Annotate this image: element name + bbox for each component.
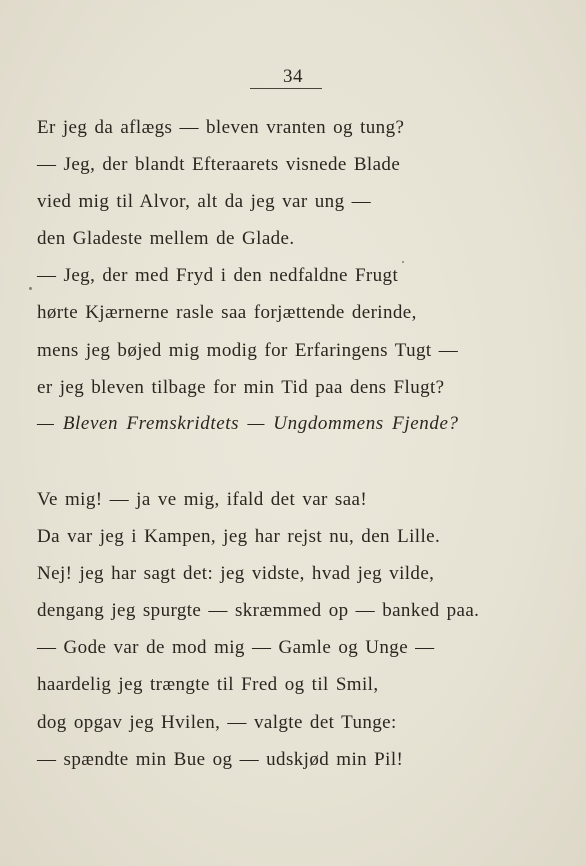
verse-line: haardelig jeg trængte til Fred og til Smil, [37,674,379,695]
verse-line: er jeg bleven tilbage for min Tid paa dens Flugt? [37,377,445,398]
page-number: 34 [283,66,303,87]
verse-line: Er jeg da aflægs — bleven vranten og tung? [37,117,405,138]
verse-line: — spændte min Bue og — udskjød min Pil! [37,749,404,770]
verse-line: vied mig til Alvor, alt da jeg var ung — [37,191,372,212]
paper-speck [29,287,32,290]
verse-line: dengang jeg spurgte — skræmmed op — banked paa. [37,600,480,621]
verse-line: mens jeg bøjed mig modig for Erfaringens Tugt — [37,340,459,361]
paper-speck [402,261,404,263]
verse-line: Nej! jeg har sagt det: jeg vidste, hvad jeg vilde, [37,563,435,584]
verse-line: Ve mig! — ja ve mig, ifald det var saa! [37,489,368,510]
verse-line: hørte Kjærnerne rasle saa forjættende derinde, [37,302,417,323]
verse-line: — Gode var de mod mig — Gamle og Unge — [37,637,435,658]
verse-line: — Jeg, der med Fryd i den nedfaldne Frugt [37,265,399,286]
verse-line: dog opgav jeg Hvilen, — valgte det Tunge: [37,712,397,733]
verse-line: — Bleven Fremskridtets — Ungdommens Fjende? [37,413,459,434]
verse-line: den Gladeste mellem de Glade. [37,228,295,249]
verse-line: Da var jeg i Kampen, jeg har rejst nu, den Lille. [37,526,441,547]
page-number-rule [250,88,322,89]
verse-line: — Jeg, der blandt Efteraarets visnede Blade [37,154,401,175]
